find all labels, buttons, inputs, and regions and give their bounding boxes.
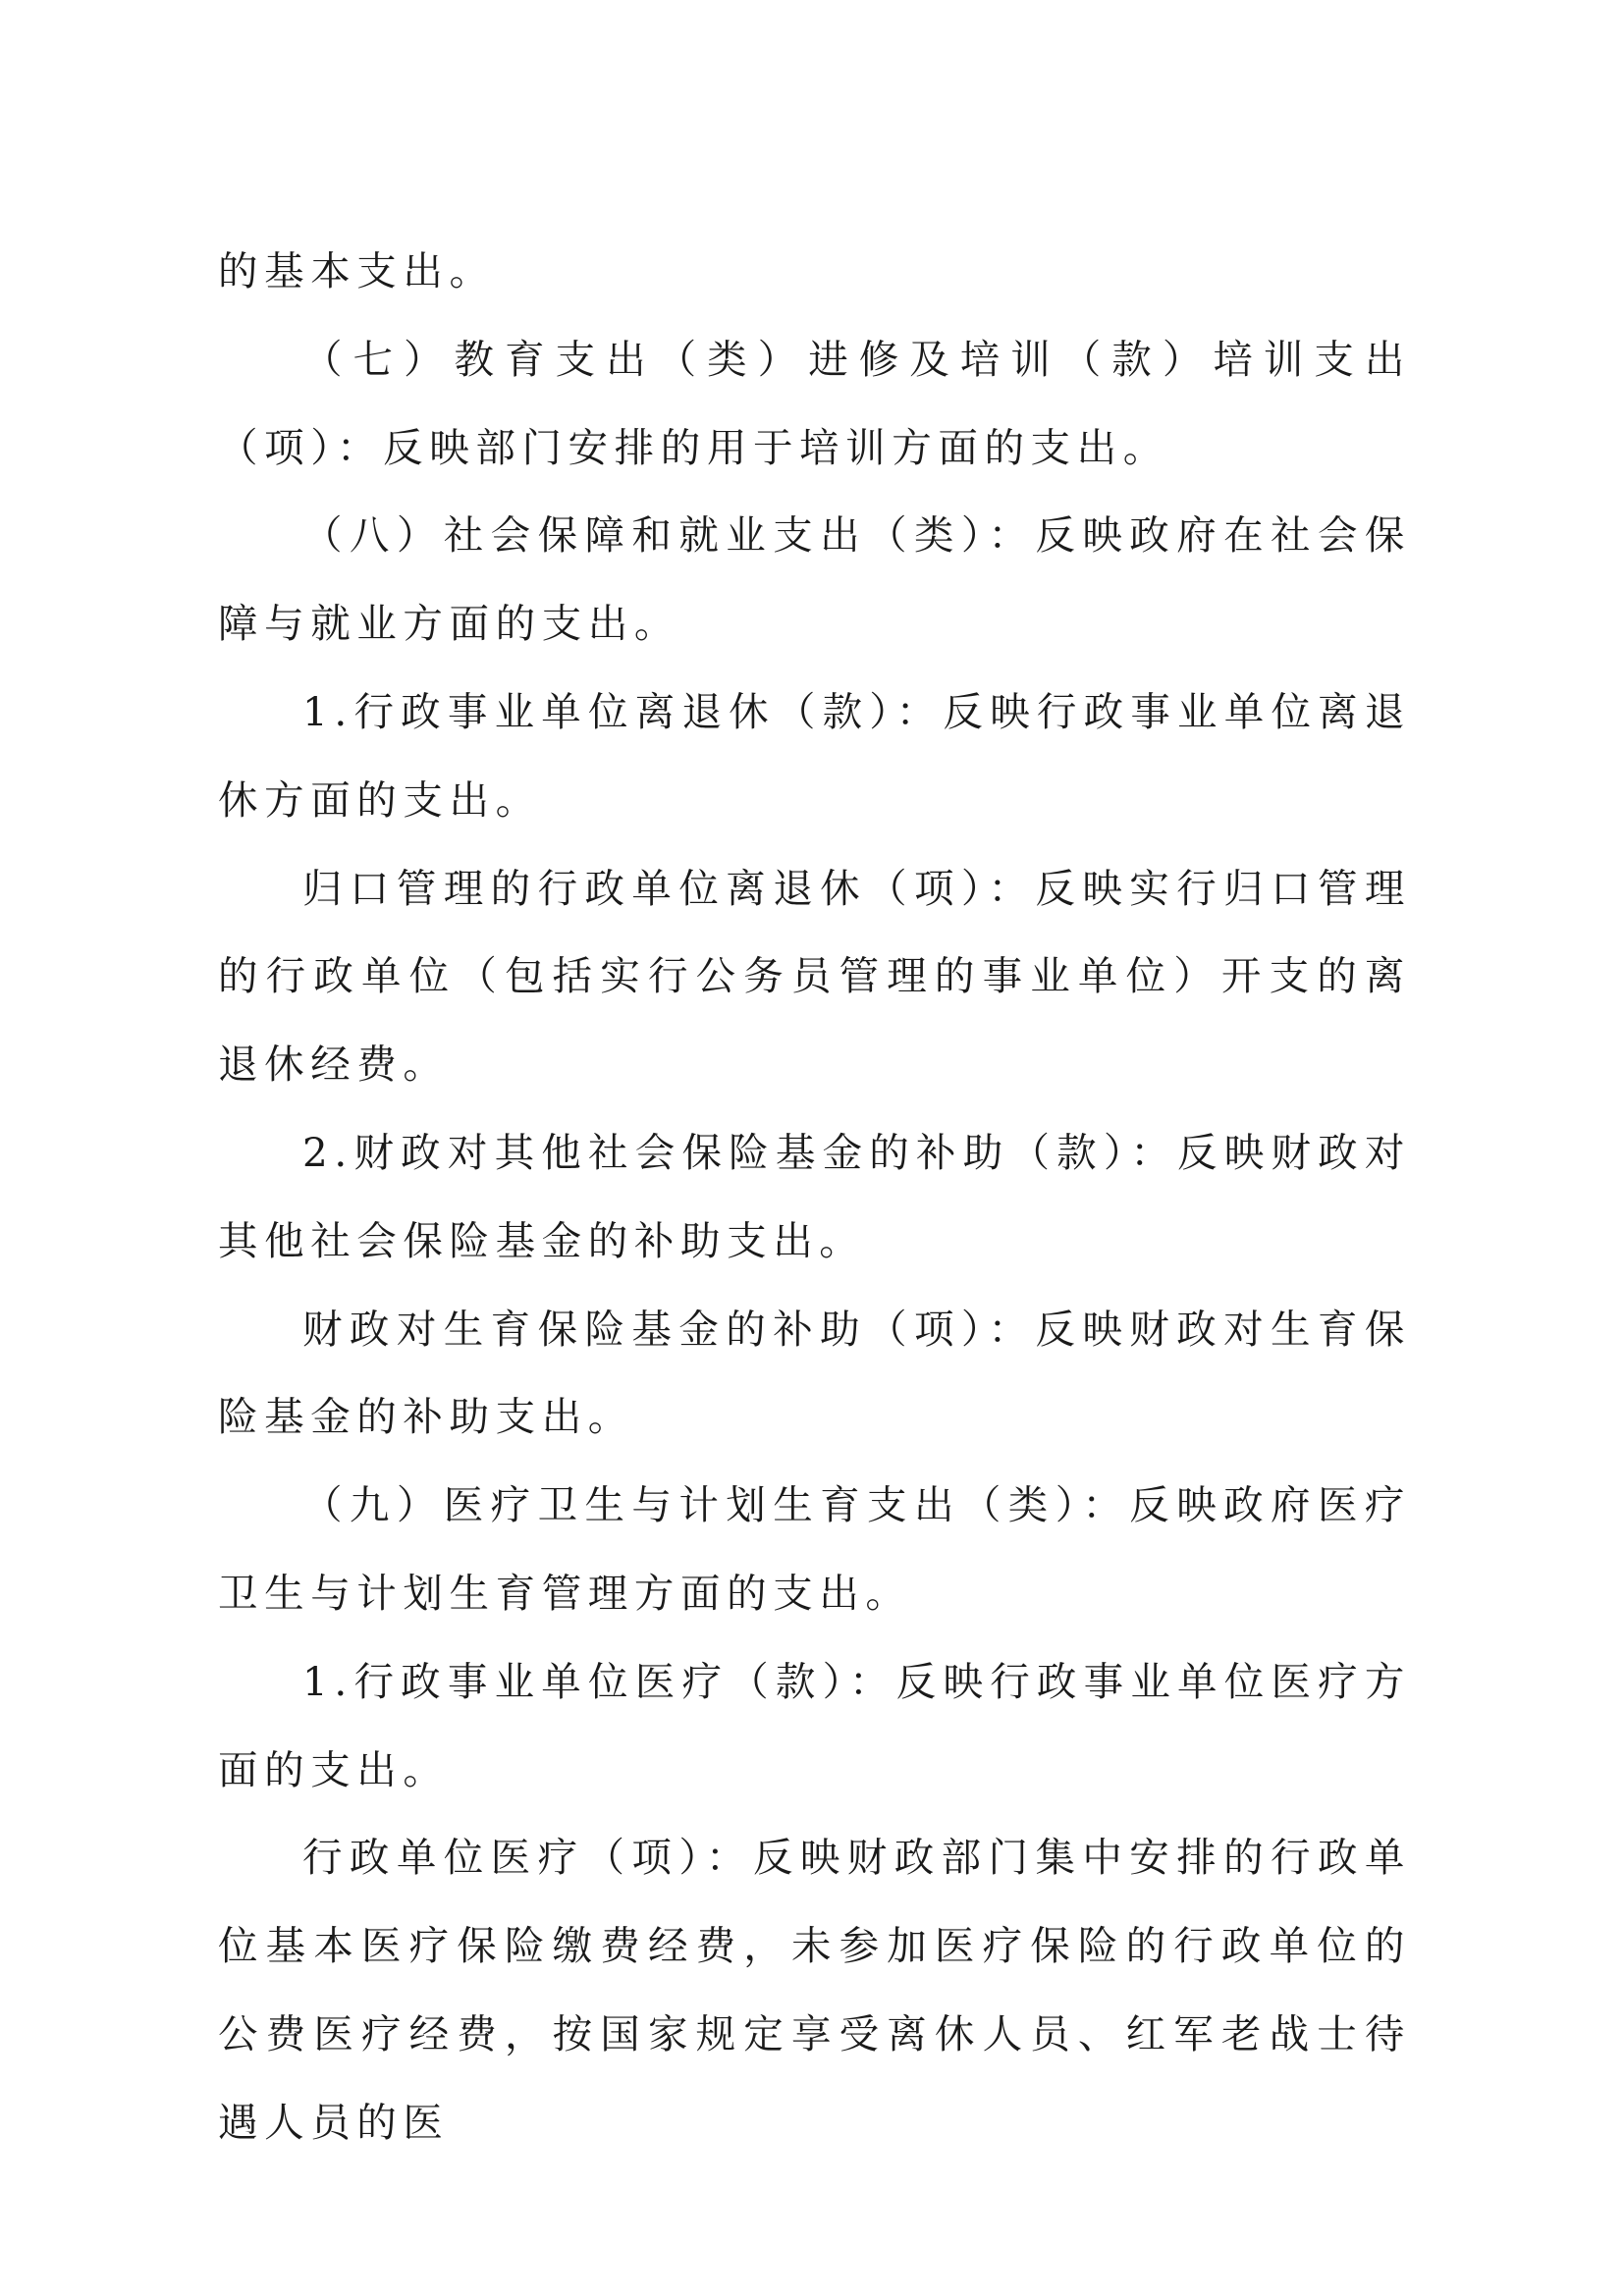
paragraph-admin-medical: 行政单位医疗（项）：反映财政部门集中安排的行政单位基本医疗保险缴费经费，未参加医疗保险的行政单位的公费医疗经费，按国家规定享受离休人员、红军老战士待遇人员的医 [218,1834,1411,2146]
paragraph-social-security: （八）社会保障和就业支出（类）：反映政府在社会保障与就业方面的支出。 [218,511,1411,648]
paragraph-retirement-admin: 归口管理的行政单位离退休（项）：反映实行归口管理的行政单位（包括实行公务员管理的事业单位）开支的离退休经费。 [218,864,1411,1089]
paragraph-maternity-insurance: 财政对生育保险基金的补助（项）：反映财政对生育保险基金的补助支出。 [218,1305,1411,1441]
paragraph-medical-section: 1.行政事业单位医疗（款）：反映行政事业单位医疗方面的支出。 [218,1657,1411,1793]
paragraph-continuation: 的基本支出。 [218,247,496,294]
paragraph-insurance-subsidy: 2.财政对其他社会保险基金的补助（款）：反映财政对其他社会保险基金的补助支出。 [218,1128,1411,1264]
document-body [218,228,1411,2167]
paragraph-health-family-planning: （九）医疗卫生与计划生育支出（类）：反映政府医疗卫生与计划生育管理方面的支出。 [218,1481,1411,1617]
paragraph-retirement-section: 1.行政事业单位离退休（款）：反映行政事业单位离退休方面的支出。 [218,687,1411,824]
paragraph-education-expenditure: （七）教育支出（类）进修及培训（款）培训支出（项）：反映部门安排的用于培训方面的支出。 [218,335,1411,471]
